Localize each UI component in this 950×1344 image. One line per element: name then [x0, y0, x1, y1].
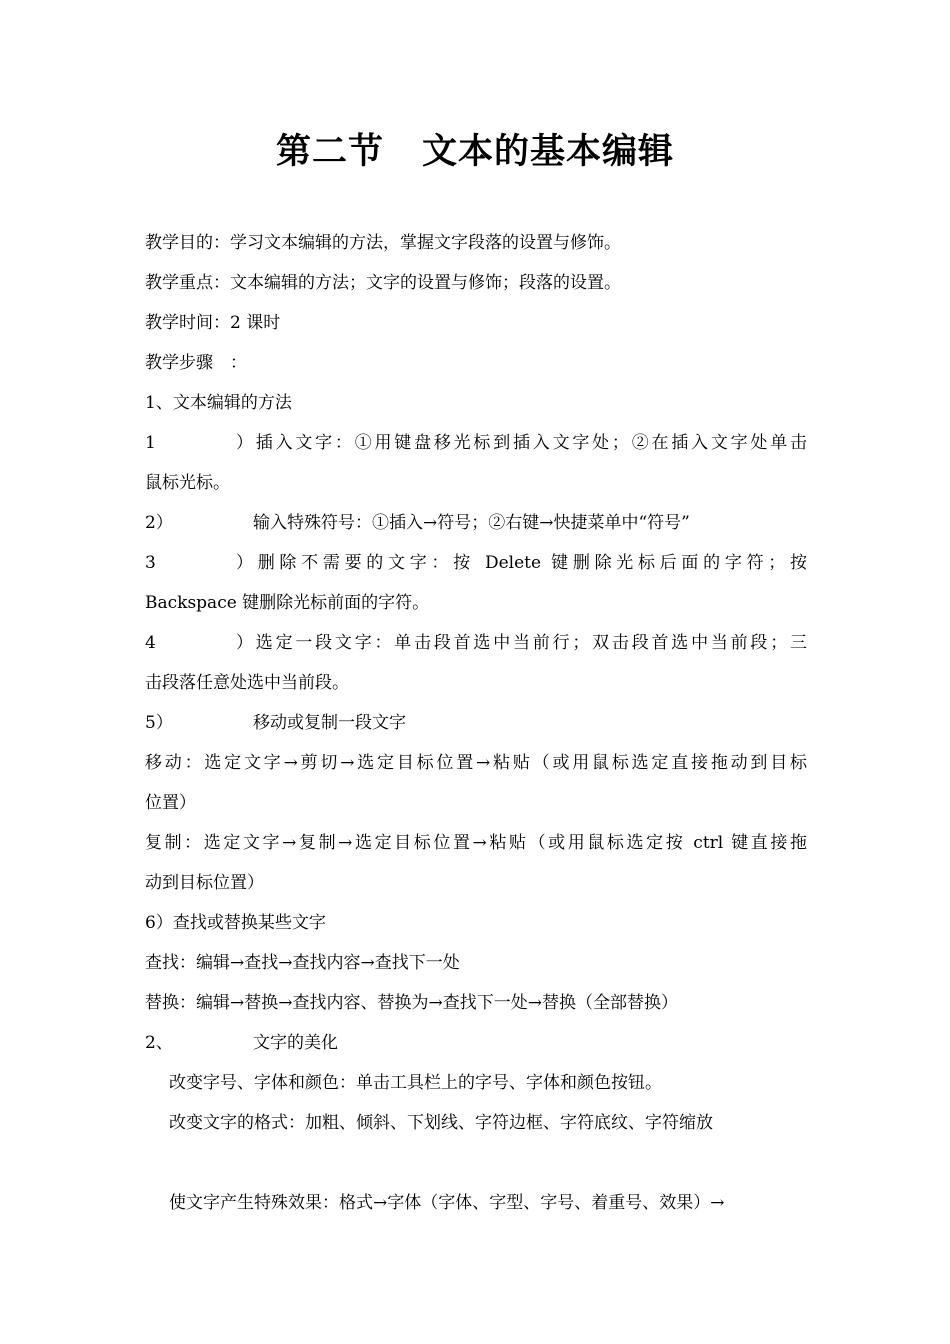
beautify-size-font-color: 改变字号、字体和颜色：单击工具栏上的字号、字体和颜色按钮。 [169, 1073, 662, 1093]
copy-instructions-continued: 动到目标位置） [145, 873, 264, 893]
blank-line [145, 1143, 807, 1183]
section-heading-1: 1、文本编辑的方法 [145, 393, 292, 413]
list-item-text: 选定一段文字：单击段首选中当前行；双击段首选中当前段；三 [253, 633, 807, 653]
list-item-number: 1） [145, 433, 253, 453]
list-item-text: 插入文字：①用键盘移光标到插入文字处；②在插入文字处单击 [253, 433, 807, 453]
list-item-text: 移动或复制一段文字 [253, 713, 406, 733]
replace-instructions: 替换：编辑→替换→查找内容、替换为→查找下一处→替换（全部替换） [145, 993, 678, 1013]
page-title [0, 128, 950, 176]
list-item-3-continued: Backspace 键删除光标前面的字符。 [145, 593, 430, 613]
list-item-2 [145, 503, 807, 543]
title-section-number: 第二节 [275, 132, 384, 172]
list-item-number: 2） [145, 513, 173, 533]
section-title: 文字的美化 [253, 1033, 338, 1053]
list-item-4-continued: 击段落任意处选中当前段。 [145, 673, 349, 693]
document-body [145, 223, 807, 1223]
copy-instructions: 复制：选定文字→复制→选定目标位置→粘贴（或用鼠标选定按 ctrl 键直接拖 [145, 833, 807, 853]
beautify-special-effects: 使文字产生特殊效果：格式→字体（字体、字型、字号、着重号、效果）→ [169, 1193, 725, 1213]
list-item-6: 6）查找或替换某些文字 [145, 913, 326, 933]
teaching-time: 教学时间：2 课时 [145, 313, 281, 333]
list-item-1 [145, 423, 807, 463]
list-item-3 [145, 543, 807, 583]
list-item-number: 3） [145, 553, 253, 573]
teaching-focus: 教学重点：文本编辑的方法；文字的设置与修饰；段落的设置。 [145, 273, 621, 293]
move-instructions: 移动：选定文字→剪切→选定目标位置→粘贴（或用鼠标选定直接拖动到目标 [145, 753, 807, 773]
section-number: 2、 [145, 1033, 173, 1053]
beautify-format: 改变文字的格式：加粗、倾斜、下划线、字符边框、字符底纹、字符缩放 [169, 1113, 713, 1133]
list-item-text: 输入特殊符号：①插入→符号；②右键→快捷菜单中“符号” [253, 513, 690, 533]
section-heading-2 [145, 1023, 807, 1063]
list-item-number: 5） [145, 713, 173, 733]
list-item-text: 删除不需要的文字：按 Delete 键删除光标后面的字符；按 [253, 553, 807, 573]
list-item-number: 4） [145, 633, 253, 653]
list-item-5 [145, 703, 807, 743]
title-section-name: 文本的基本编辑 [422, 132, 675, 172]
move-instructions-continued: 位置） [145, 793, 196, 813]
list-item-4 [145, 623, 807, 663]
teaching-steps: 教学步骤 ： [145, 353, 247, 373]
list-item-1-continued: 鼠标光标。 [145, 473, 230, 493]
teaching-purpose: 教学目的：学习文本编辑的方法，掌握文字段落的设置与修饰。 [145, 233, 621, 253]
find-instructions: 查找：编辑→查找→查找内容→查找下一处 [145, 953, 460, 973]
